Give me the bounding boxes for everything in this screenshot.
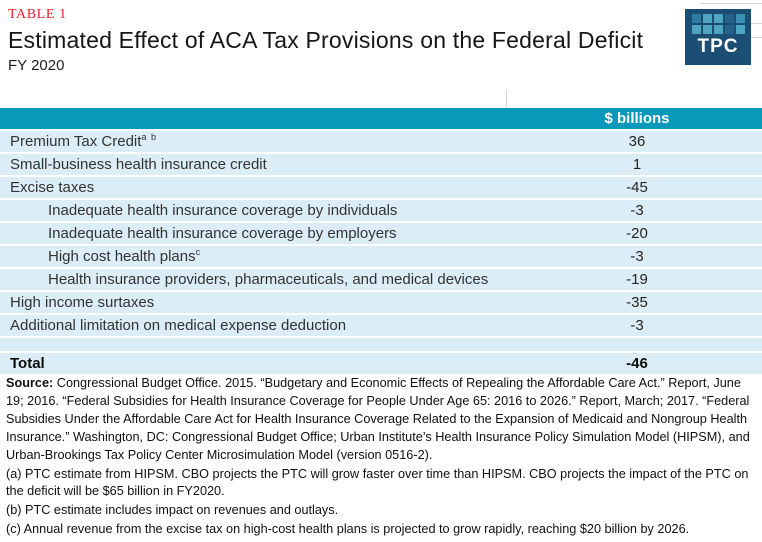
table-row	[0, 177, 762, 198]
table-row	[0, 292, 762, 313]
row-label: High income surtaxes	[10, 294, 155, 311]
table-row	[0, 200, 762, 221]
table-row	[0, 131, 762, 152]
table-row	[0, 269, 762, 290]
total-label: Total	[10, 355, 45, 372]
row-value: -3	[630, 317, 644, 334]
footnote-marker: a b	[141, 132, 157, 142]
row-label: Premium Tax Credit$^{a b}$	[10, 132, 157, 150]
footnote-marker: c	[195, 247, 202, 257]
notes-block	[6, 375, 758, 540]
source-note	[6, 375, 758, 465]
tpc-logo-grid	[692, 14, 745, 34]
gridline-artifact	[751, 23, 762, 24]
gridline-artifact	[700, 3, 762, 4]
row-label: High cost health plans$^c$	[48, 247, 202, 265]
row-value: 1	[632, 156, 642, 173]
logo-square	[703, 14, 712, 23]
logo-square	[692, 25, 701, 34]
spacer-row	[0, 338, 762, 351]
logo-square	[714, 25, 723, 34]
logo-square	[714, 14, 723, 23]
source-label: Source:	[6, 376, 54, 390]
row-value: -45	[626, 179, 648, 196]
footnote-a: (a) PTC estimate from HIPSM. CBO projects the PTC will grow faster over time than HIPSM. CBO projects the impact of the PTC on the deficit will be $65 billion in FY2020.	[6, 466, 749, 499]
table-row	[0, 154, 762, 175]
tpc-logo-text: TPC	[697, 36, 739, 57]
table-row	[0, 223, 762, 244]
gridline-artifact	[751, 37, 762, 38]
row-label: Excise taxes	[10, 179, 95, 196]
logo-square	[736, 14, 745, 23]
tpc-logo	[685, 9, 751, 65]
row-label: Inadequate health insurance coverage by employers	[48, 225, 397, 242]
page-title: Estimated Effect of ACA Tax Provisions on the Federal Deficit	[8, 27, 644, 53]
table-header-row	[0, 108, 762, 129]
row-label: Health insurance providers, pharmaceuticals, and medical devices	[48, 271, 489, 288]
table-total-row	[0, 353, 762, 374]
gridline-artifact	[506, 90, 507, 108]
row-value: -3	[630, 202, 644, 219]
logo-square	[692, 14, 701, 23]
logo-square	[725, 14, 734, 23]
billions-column-header: $ billions	[604, 110, 670, 127]
logo-square	[703, 25, 712, 34]
source-text: Congressional Budget Office. 2015. “Budgetary and Economic Effects of Repealing the Affordable Care Act.” Report, June 19; 2016. “Federal Subsidies for Health Insurance Coverage for People Under Age 65: 2016 to 2026.” Report, March; 2017. “Federal Subsidies Under the Affordable Care Act for Health Insurance Coverage Related to the Expansion of Medicaid and Nongroup Health Insurance.” Washington, DC: Congressional Budget Office; Urban Institute’s Health Insurance Policy Simulation Model (HIPSM), and Urban-Brookings Tax Policy Center Microsimulation Model (version 0516-2).	[6, 376, 750, 462]
data-table	[0, 108, 762, 376]
table-row	[0, 246, 762, 267]
page-subtitle: FY 2020	[8, 57, 65, 74]
row-value: -19	[626, 271, 648, 288]
row-value: -35	[626, 294, 648, 311]
table-number-label: TABLE 1	[8, 7, 67, 22]
table-body	[0, 131, 762, 336]
row-label: Additional limitation on medical expense deduction	[10, 317, 347, 334]
total-value: -46	[626, 355, 648, 372]
page-header	[0, 0, 762, 74]
row-value: 36	[628, 133, 646, 150]
row-value: -20	[626, 225, 648, 242]
logo-square	[736, 25, 745, 34]
row-label: Inadequate health insurance coverage by individuals	[48, 202, 398, 219]
row-value: -3	[630, 248, 644, 265]
row-label: Small-business health insurance credit	[10, 156, 267, 173]
footnote-b: (b) PTC estimate includes impact on revenues and outlays.	[6, 503, 339, 518]
logo-square	[725, 25, 734, 34]
table-row	[0, 315, 762, 336]
footnote-c: (c) Annual revenue from the excise tax on high-cost health plans is projected to grow rapidly, reaching $20 billion by 2026.	[6, 522, 690, 537]
